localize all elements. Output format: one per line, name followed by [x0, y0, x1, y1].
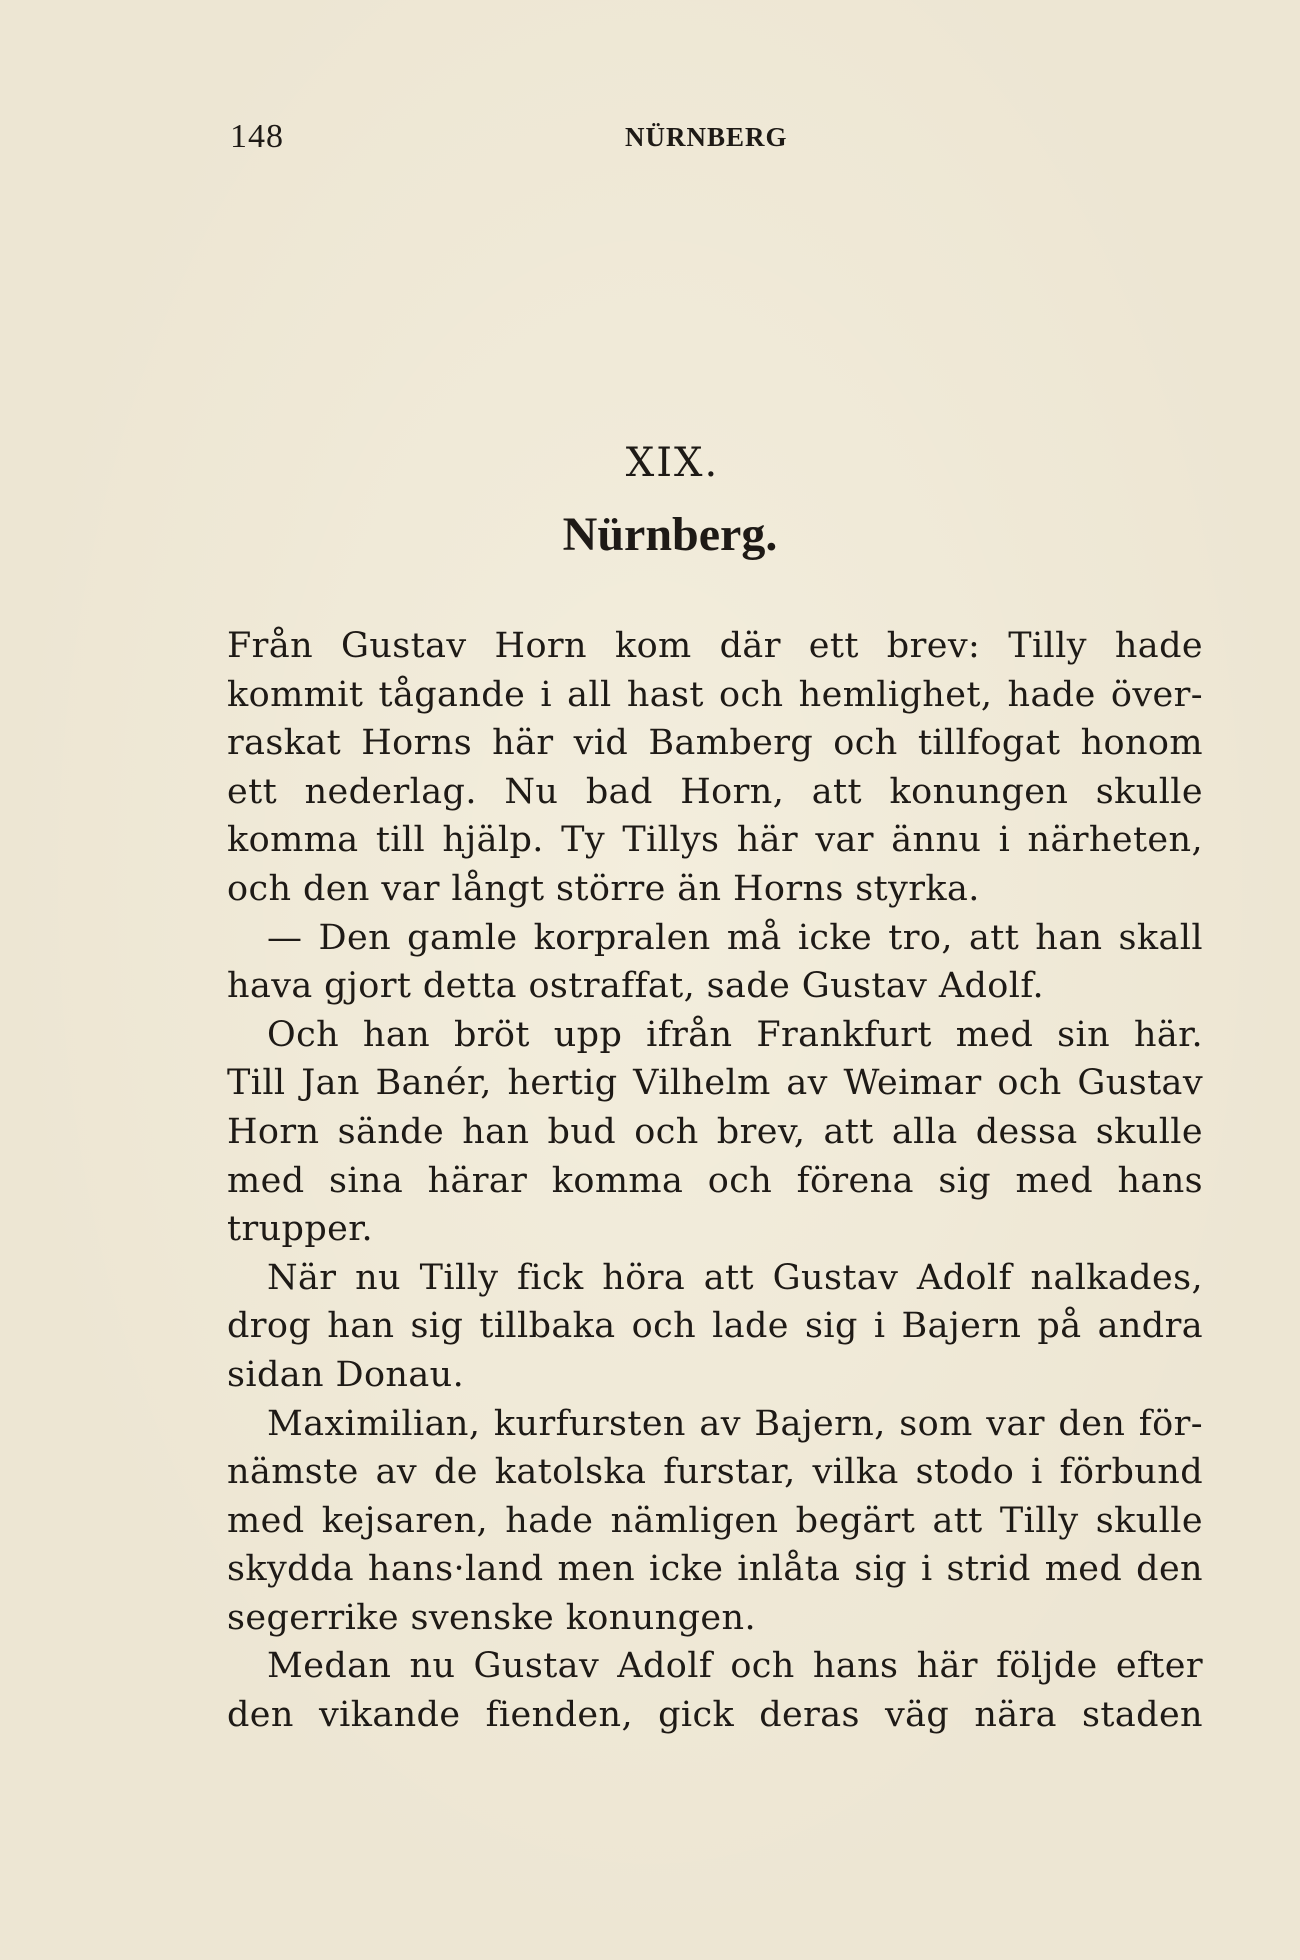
text-line: Medan nu Gustav Adolf och hans här följde efter [267, 1646, 1203, 1687]
text-line: med kejsaren, hade nämligen begärt att Tilly skulle [227, 1500, 1203, 1541]
text-line: ett nederlag. Nu bad Horn, att konungen skulle [227, 771, 1203, 812]
text-line: Maximilian, kurfursten av Bajern, som var den för- [267, 1403, 1203, 1444]
text-line: — Den gamle korpralen må icke tro, att han skall [267, 917, 1203, 958]
text-line: Och han bröt upp ifrån Frankfurt med sin här. [267, 1014, 1203, 1055]
running-title: NÜRNBERG [625, 122, 788, 152]
text-line: Horn sände han bud och brev, att alla dessa skulle [227, 1111, 1203, 1152]
text-line: drog han sig tillbaka och lade sig i Bajern på andra [227, 1306, 1203, 1347]
text-line: kommit tågande i all hast och hemlighet, hade över- [227, 674, 1203, 715]
text-line: raskat Horns här vid Bamberg och tillfogat honom [227, 723, 1203, 764]
page-number: 148 [230, 118, 284, 155]
text-line: och den var långt större än Horns styrka. [227, 868, 980, 909]
text-line: segerrike svenske konungen. [227, 1597, 756, 1638]
text-line: skydda hans·land men icke inlåta sig i strid med den [227, 1549, 1203, 1590]
text-line: nämste av de katolska furstar, vilka stodo i förbund [227, 1452, 1203, 1493]
body-text [227, 622, 1203, 1740]
text-line: Från Gustav Horn kom där ett brev: Tilly hade [227, 626, 1203, 666]
text-line: När nu Tilly fick höra att Gustav Adolf nalkades, [267, 1257, 1203, 1298]
text-line: med sina härar komma och förena sig med hans [227, 1160, 1203, 1201]
chapter-number: XIX. [625, 440, 720, 486]
text-line: Till Jan Banér, hertig Vilhelm av Weimar och Gustav [227, 1063, 1203, 1104]
text-line: hava gjort detta ostraffat, sade Gustav Adolf. [227, 966, 1044, 1007]
chapter-title: Nürnberg. [562, 508, 778, 561]
text-line: sidan Donau. [227, 1354, 465, 1395]
text-line: trupper. [227, 1209, 374, 1250]
running-head [230, 118, 1200, 158]
text-line: komma till hjälp. Ty Tillys här var ännu i närheten, [227, 820, 1203, 861]
text-line: den vikande fienden, gick deras väg nära staden [227, 1695, 1203, 1736]
